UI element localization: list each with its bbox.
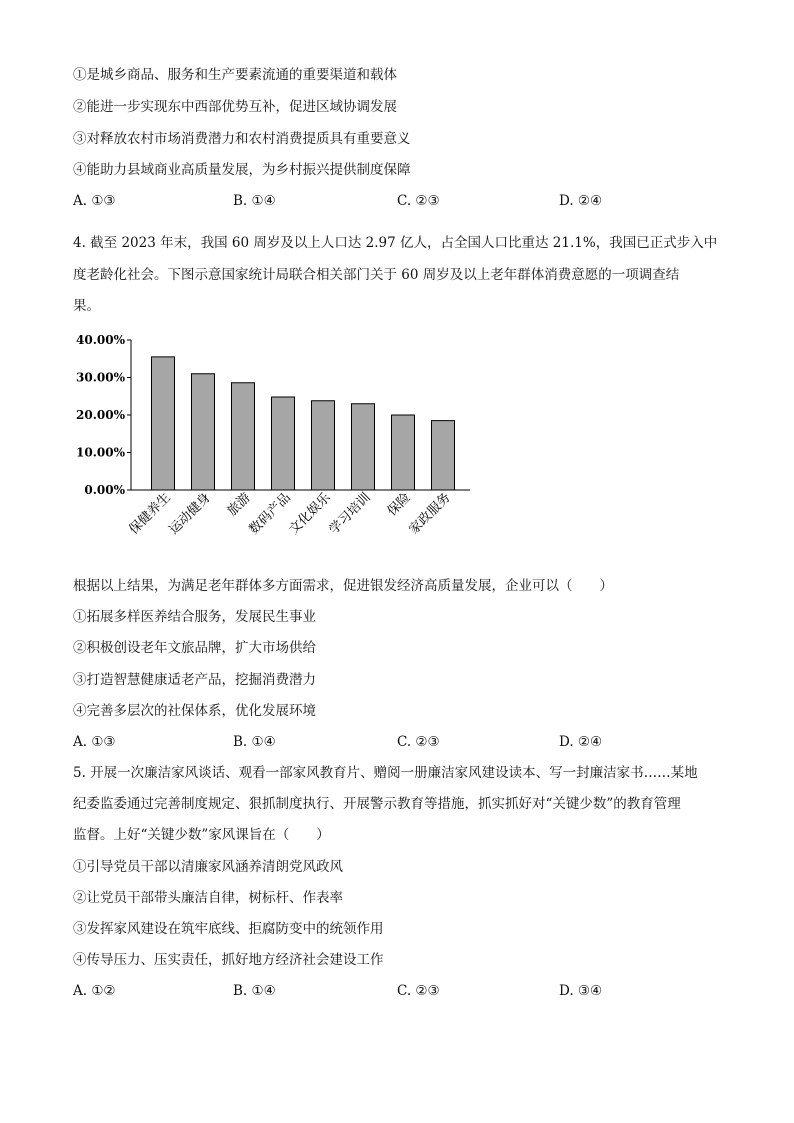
- y-tick-label: 40.00%: [76, 333, 125, 347]
- category-label: 学习培训: [326, 490, 374, 538]
- category-label: 家政服务: [406, 490, 454, 538]
- q3-option-c: C. ②③: [397, 193, 440, 209]
- q5-options: [73, 982, 713, 1000]
- q3-statement-3: ③对释放农村市场消费潜力和农村消费提质具有重要意义: [73, 131, 411, 147]
- bar: [192, 374, 215, 490]
- category-label: 保健养生: [126, 490, 174, 538]
- q3-option-b: B. ①④: [233, 193, 276, 209]
- bar: [432, 421, 455, 490]
- q5-statement-2: ②让党员干部带头廉洁自律，树标杆、作表率: [73, 890, 343, 906]
- q4-option-c: C. ②③: [397, 734, 440, 750]
- q5-statement-1: ①引导党员干部以清廉家风涵养清朗党风政风: [73, 859, 343, 875]
- bar: [272, 397, 295, 490]
- q5-stem-line-1: 5. 开展一次廉洁家风谈话、观看一部家风教育片、赠阅一册廉洁家风建设读本、写一封廉洁家书……某地: [73, 765, 698, 781]
- q3-statement-2: ②能进一步实现东中西部优势互补，促进区域协调发展: [73, 99, 397, 115]
- category-label: 旅游: [224, 490, 254, 520]
- bars: [152, 357, 455, 490]
- q5-option-a: A. ①②: [73, 983, 116, 999]
- y-tick-label: 20.00%: [76, 408, 125, 422]
- q5-statement-4: ④传导压力、压实责任，抓好地方经济社会建设工作: [73, 952, 384, 968]
- category-label: 数码产品: [246, 490, 294, 538]
- q3-statement-4: ④能助力县域商业高质量发展，为乡村振兴提供制度保障: [73, 162, 411, 178]
- category-label: 运动健身: [166, 490, 214, 538]
- q3-option-d: D. ②④: [559, 193, 603, 209]
- q5-option-d: D. ③④: [559, 983, 603, 999]
- q5-option-b: B. ①④: [233, 983, 276, 999]
- q3-statement-1: ①是城乡商品、服务和生产要素流通的重要渠道和载体: [73, 67, 397, 83]
- bar: [152, 357, 175, 490]
- q4-stem-line-1: 4. 截至 2023 年末，我国 60 周岁及以上人口达 2.97 亿人，占全国人口比重达 21.1%，我国已正式步入中: [73, 235, 718, 251]
- y-tick-label: 10.00%: [76, 445, 125, 460]
- x-axis-categories: [126, 490, 454, 538]
- category-label: 保险: [384, 490, 414, 520]
- consumption-intention-bar-chart: [70, 322, 490, 552]
- q4-statement-3: ③打造智慧健康适老产品，挖掘消费潜力: [73, 672, 316, 688]
- q4-stem-line-3: 果。: [73, 298, 100, 314]
- q4-options: [73, 733, 713, 751]
- q4-statement-2: ②积极创设老年文旅品牌，扩大市场供给: [73, 640, 316, 656]
- bar: [232, 383, 255, 490]
- q4-stem-line-2: 度老龄化社会。下图示意国家统计局联合相关部门关于 60 周岁及以上老年群体消费意愿的一项调查结: [73, 267, 680, 283]
- q5-stem-line-2: 纪委监委通过完善制度规定、狠抓制度执行、开展警示教育等措施，抓实抓好对“关键少数”的教育管理: [73, 796, 681, 812]
- q4-option-b: B. ①④: [233, 734, 276, 750]
- bar: [312, 401, 335, 490]
- q3-options: [73, 192, 713, 210]
- category-label: 文化娱乐: [286, 490, 334, 538]
- q4-option-a: A. ①③: [73, 734, 116, 750]
- y-tick-label: 30.00%: [76, 370, 125, 385]
- q3-option-a: A. ①③: [73, 193, 116, 209]
- q4-option-d: D. ②④: [559, 734, 603, 750]
- q4-question: 根据以上结果，为满足老年群体多方面需求，促进银发经济高质量发展，企业可以（ ）: [73, 578, 613, 594]
- q5-option-c: C. ②③: [397, 983, 440, 999]
- q5-statement-3: ③发挥家风建设在筑牢底线、拒腐防变中的统领作用: [73, 921, 384, 937]
- bar: [392, 415, 415, 490]
- y-axis-ticks: [76, 333, 131, 497]
- q5-stem-line-3: 监督。上好“关键少数”家风课旨在（ ）: [73, 827, 330, 843]
- q4-statement-4: ④完善多层次的社保体系，优化发展环境: [73, 703, 316, 719]
- bar: [352, 404, 375, 490]
- y-tick-label: 0.00%: [84, 483, 125, 497]
- q4-statement-1: ①拓展多样医养结合服务，发展民生事业: [73, 609, 316, 625]
